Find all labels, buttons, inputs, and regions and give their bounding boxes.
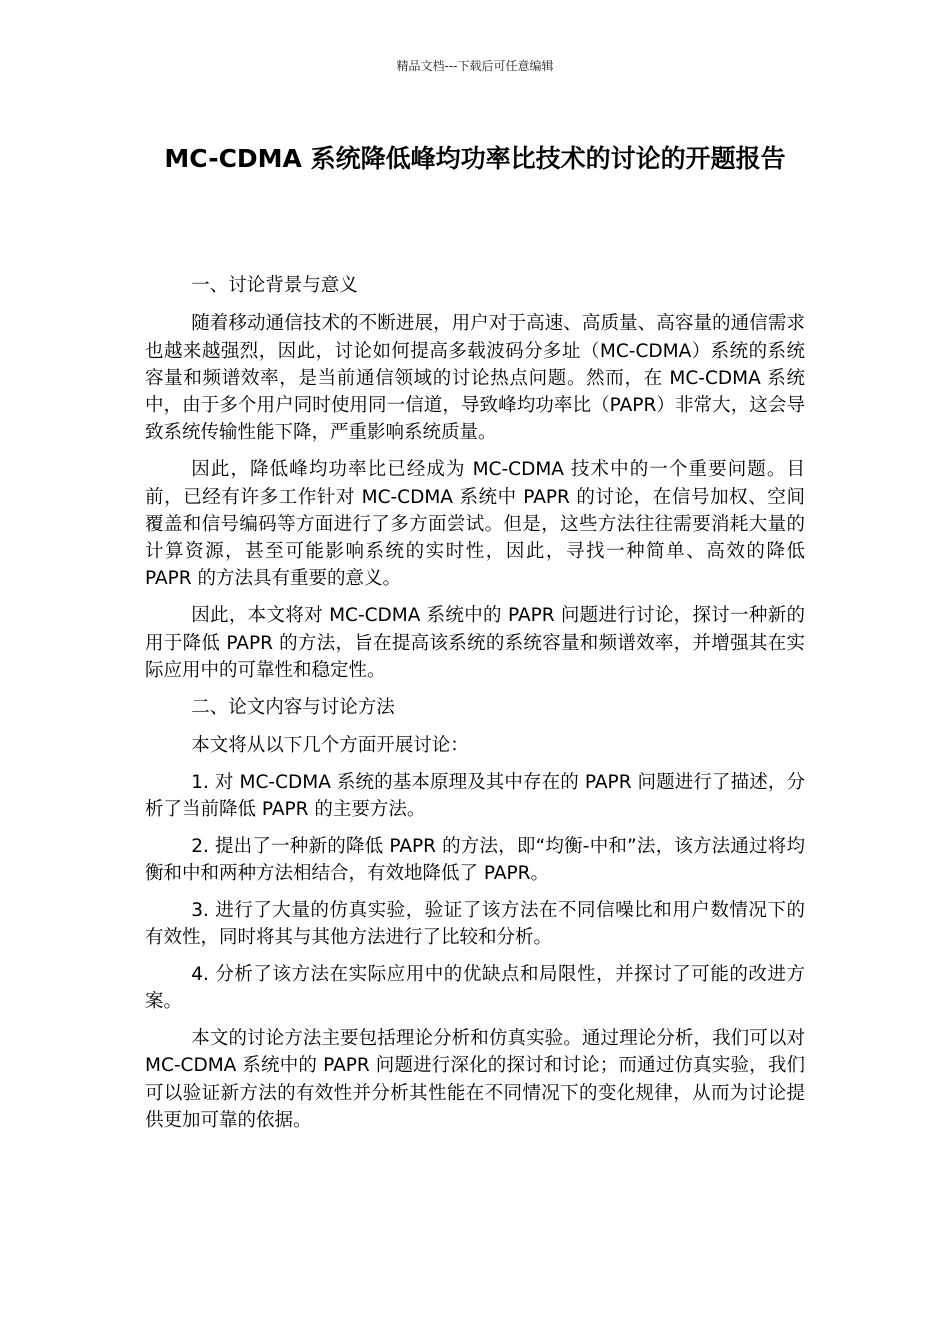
list-item: 4. 分析了该方法在实际应用中的优缺点和局限性，并探讨了可能的改进方案。 [145, 964, 805, 1013]
section-heading-content-methods: 二、论文内容与讨论方法 [191, 696, 395, 718]
header-note: 精品文档---下载后可任意编辑 [396, 59, 554, 73]
list-item: 3. 进行了大量的仿真实验，验证了该方法在不同信噪比和用户数情况下的有效性，同时将其与其他方法进行了比较和分析。 [145, 899, 805, 949]
paragraph: 因此，本文将对 MC-CDMA 系统中的 PAPR 问题进行讨论，探讨一种新的用于降低 PAPR 的方法，旨在提高该系统的系统容量和频谱效率，并增强其在实际应用中的可靠性和稳定性。 [145, 605, 805, 681]
document-title: MC-CDMA 系统降低峰均功率比技术的讨论的开题报告 [164, 144, 786, 173]
list-item: 1. 对 MC-CDMA 系统的基本原理及其中存在的 PAPR 问题进行了描述，分析了当前降低 PAPR 的主要方法。 [145, 771, 805, 821]
paragraph: 本文将从以下几个方面开展讨论： [191, 734, 469, 756]
paragraph: 随着移动通信技术的不断进展，用户对于高速、高质量、高容量的通信需求也越来越强烈，因此，讨论如何提高多载波码分多址（MC-CDMA）系统的系统容量和频谱效率，是当前通信领域的讨论热点问题。然而，在 MC-CDMA 系统中，由于多个用户同时使用同一信道，导致峰均功率比（PAPR）非常大，这会导致系统传输性能下降，严重影响系统质量。 [145, 313, 805, 444]
paragraph: 因此，降低峰均功率比已经成为 MC-CDMA 技术中的一个重要问题。目前，已经有许多工作针对 MC-CDMA 系统中 PAPR 的讨论，在信号加权、空间覆盖和信号编码等方面进行了多方面尝试。但是，这些方法往往需要消耗大量的计算资源，甚至可能影响系统的实时性，因此，寻找一种简单、高效的降低 PAPR 的方法具有重要的意义。 [145, 459, 805, 590]
document-body [145, 272, 805, 1144]
paragraph: 本文的讨论方法主要包括理论分析和仿真实验。通过理论分析，我们可以对 MC-CDMA 系统中的 PAPR 问题进行深化的探讨和讨论；而通过仿真实验，我们可以验证新方法的有效性并分析其性能在不同情况下的变化规律，从而为讨论提供更加可靠的依据。 [145, 1028, 805, 1132]
section-heading-background: 一、讨论背景与意义 [191, 275, 358, 296]
list-item: 2. 提出了一种新的降低 PAPR 的方法，即“均衡-中和”法，该方法通过将均衡和中和两种方法相结合，有效地降低了 PAPR。 [145, 835, 805, 885]
